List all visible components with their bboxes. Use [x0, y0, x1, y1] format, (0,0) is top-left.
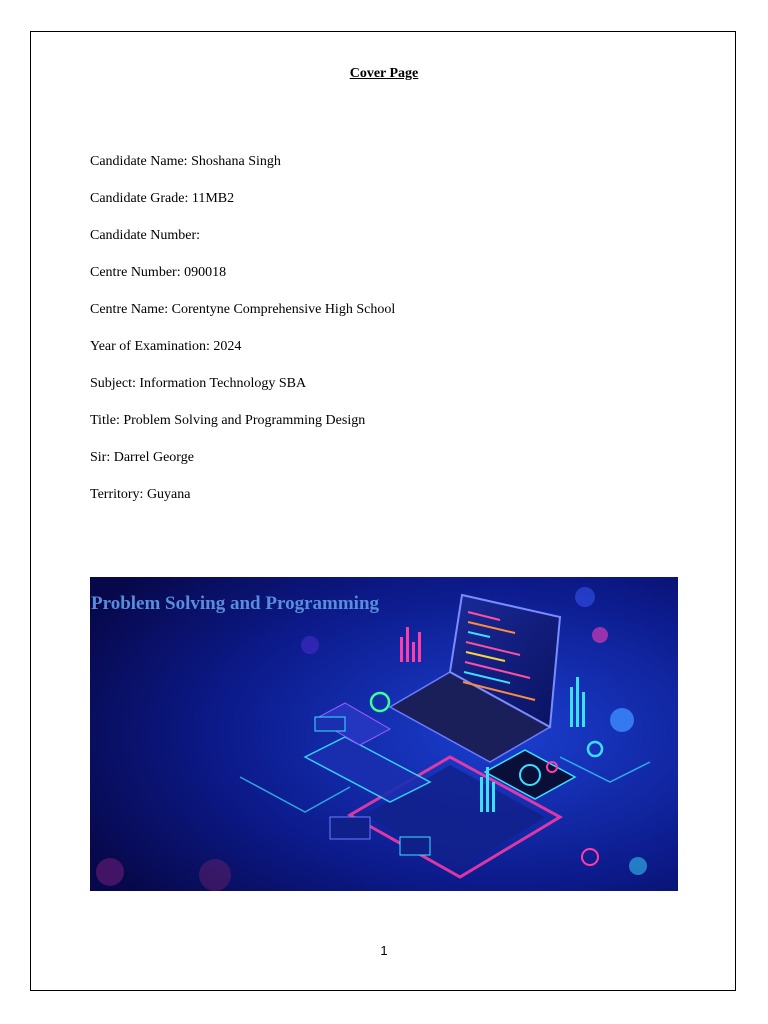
field-territory: Territory: Guyana — [90, 487, 191, 502]
page-number: 1 — [380, 943, 388, 958]
banner-caption: Problem Solving and Programming — [91, 593, 380, 614]
field-centre-name: Centre Name: Corentyne Comprehensive High School — [90, 302, 396, 317]
banner-image — [90, 577, 678, 891]
field-centre-number: Centre Number: 090018 — [90, 265, 227, 280]
page-title: Cover Page — [349, 66, 419, 81]
field-title: Title: Problem Solving and Programming Design — [90, 413, 366, 428]
field-candidate-number: Candidate Number: — [90, 228, 201, 243]
field-sir: Sir: Darrel George — [90, 450, 194, 465]
field-subject: Subject: Information Technology SBA — [90, 376, 307, 391]
field-candidate-name: Candidate Name: Shoshana Singh — [90, 154, 281, 169]
field-year-of-examination: Year of Examination: 2024 — [90, 339, 242, 354]
field-candidate-grade: Candidate Grade: 11MB2 — [90, 191, 235, 206]
laptop-code-illustration — [90, 577, 678, 891]
